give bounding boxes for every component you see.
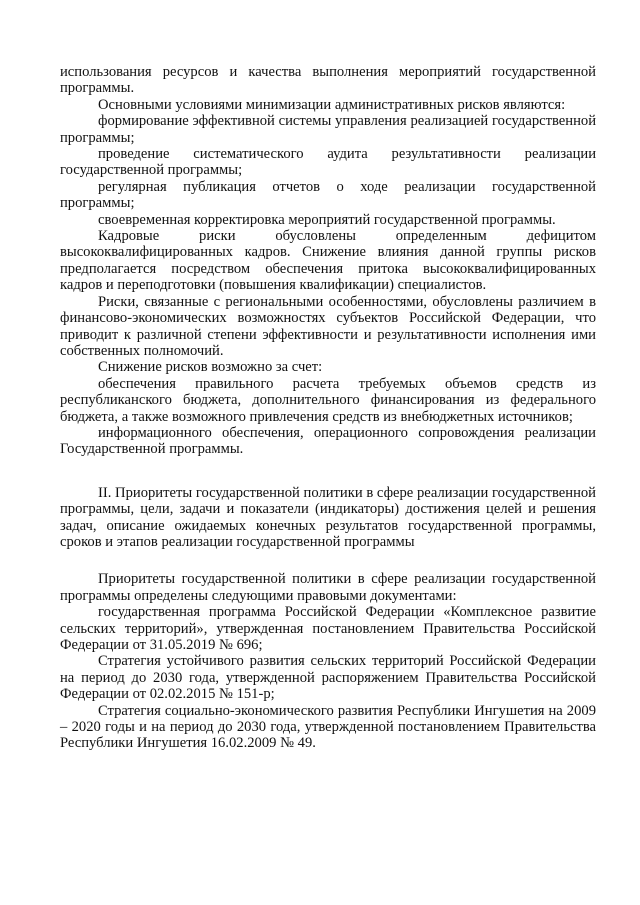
paragraph-admin-risk-conditions: Основными условиями минимизации административных рисков являются:	[98, 96, 566, 113]
paragraph-risk-reduction: Снижение рисков возможно за счет:	[98, 359, 323, 376]
paragraph-ingushetia-strategy: Стратегия социально-экономического развития Республики Ингушетия на 2009 – 2020 годы и на период до 2030 года, утвержденной постановлением Правительства Республики Ингушетия 16.02.2009 № 49.	[60, 702, 596, 752]
paragraph-funding-calculation: обеспечения правильного расчета требуемых объемов средств из республиканского бюджета, дополнительного финансирования из федерального бюджета, а также возможного привлечения средств из внебюджетных источников;	[60, 375, 596, 425]
section-heading: II. Приоритеты государственной политики в сфере реализации государственной программы, цели, задачи и показатели (индикаторы) достижения целей и решения задач, описание ожидаемых конечных результатов государственной программы, сроков и этапов реализации государственной программы	[60, 484, 596, 550]
paragraph-audit: проведение систематического аудита результативности реализации государственной программы;	[60, 146, 596, 179]
spacer	[60, 458, 596, 485]
paragraph-rural-strategy: Стратегия устойчивого развития сельских территорий Российской Федерации на период до 2030 года, утвержденной распоряжением Правительства Российской Федерации от 02.02.2015 № 151-р;	[60, 653, 596, 703]
paragraph-regional-risks: Риски, связанные с региональными особенностями, обусловлены различием в финансово-экономических возможностях субъектов Российской Федерации, что приводит к различной степени эффективности и результативности исполнения ими собственных полномочий.	[60, 293, 596, 359]
paragraph-information-support: информационного обеспечения, операционного сопровождения реализации Государственной программы.	[60, 424, 596, 458]
spacer	[60, 550, 596, 571]
paragraph-management-system: формирование эффективной системы управления реализацией государственной программы;	[60, 113, 596, 146]
paragraph-timely-correction: своевременная корректировка мероприятий государственной программы.	[98, 211, 556, 228]
paragraph-reports-publication: регулярная публикация отчетов о ходе реализации государственной программы;	[60, 178, 596, 212]
document-body	[60, 64, 596, 752]
paragraph-personnel-risks: Кадровые риски обусловлены определенным дефицитом высококвалифицированных кадров. Снижение влияния данной группы рисков предполагается посредством обеспечения притока высококвалифицированных кадров и переподготовки (повышения квалификации) специалистов.	[60, 228, 596, 294]
paragraph-policy-priorities: Приоритеты государственной политики в сфере реализации государственной программы определены следующими правовыми документами:	[60, 571, 596, 604]
paragraph-resources-continuation: использования ресурсов и качества выполнения мероприятий государственной программы.	[60, 64, 596, 97]
paragraph-federal-program: государственная программа Российской Федерации «Комплексное развитие сельских территорий», утвержденная постановлением Правительства Российской Федерации от 31.05.2019 № 696;	[60, 604, 596, 653]
